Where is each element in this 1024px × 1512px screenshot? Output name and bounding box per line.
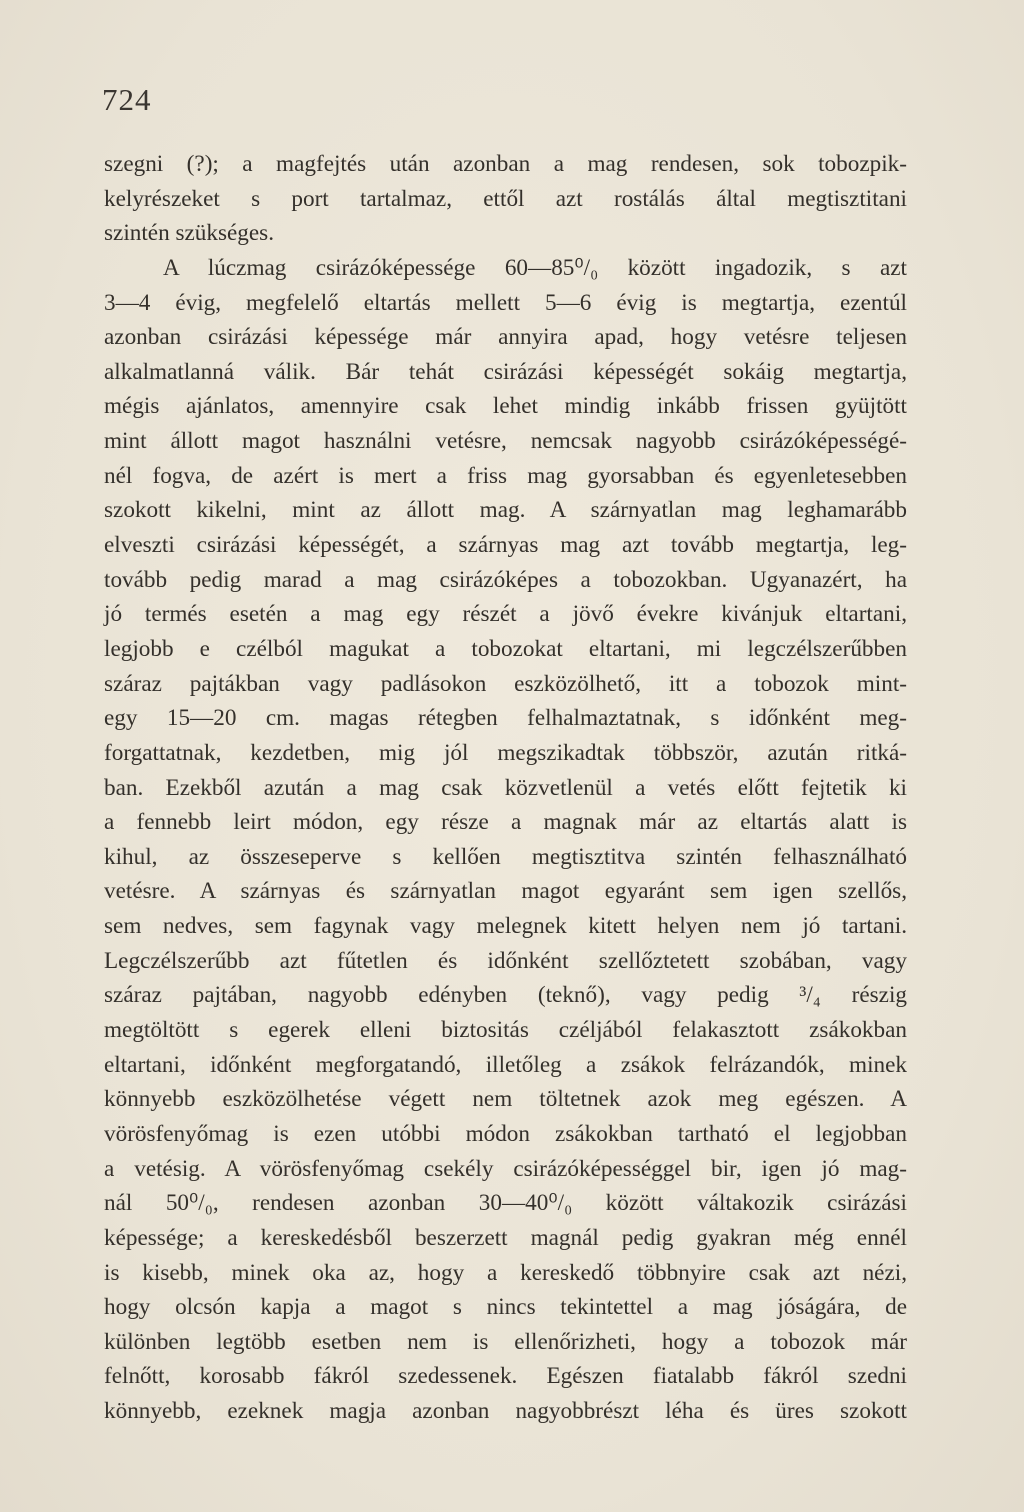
text-line: a fennebb leirt módon, egy része a magnak már az eltartás alatt is (104, 809, 907, 836)
text-line: nél fogva, de azért is mert a friss mag gyorsabban és egyenletesebben (104, 462, 907, 489)
text-line: mégis ajánlatos, amennyire csak lehet mindig inkább frissen gyüjtött (104, 393, 907, 420)
text-line: egy 15—20 cm. magas rétegben felhalmaztatnak, s időnként meg- (104, 705, 907, 732)
text-line: Legczélszerűbb azt fűtetlen és időnként szellőztetett szobában, vagy (104, 947, 907, 974)
text-line: könnyebb eszközölhetése végett nem töltetnek azok meg egészen. A (104, 1086, 907, 1113)
text-line: elveszti csirázási képességét, a szárnyas mag azt tovább megtartja, leg- (104, 532, 907, 559)
text-line: vetésre. A szárnyas és szárnyatlan magot egyaránt sem igen szellős, (104, 878, 907, 905)
text-line: hogy olcsón kapja a magot s nincs tekintettel a mag jóságára, de (104, 1294, 907, 1321)
text-line: szokott kikelni, mint az állott mag. A szárnyatlan mag leghamarább (104, 497, 907, 524)
text-line: képessége; a kereskedésből beszerzett magnál pedig gyakran még ennél (104, 1224, 907, 1251)
text-line: 3—4 évig, megfelelő eltartás mellett 5—6 évig is megtartja, ezentúl (104, 289, 907, 316)
text-line: száraz pajtában, nagyobb edényben (teknő), vagy pedig ³/₄ részig (104, 982, 907, 1009)
text-line: vörösfenyőmag is ezen utóbbi módon zsákokban tartható el legjobban (104, 1120, 907, 1147)
text-line: nál 50⁰/₀, rendesen azonban 30—40⁰/₀ között váltakozik csirázási (104, 1190, 907, 1217)
page-number: 724 (102, 82, 152, 117)
text-line: kihul, az összeseperve s kellően megtisztitva szintén felhasználható (104, 843, 907, 870)
text-line: alkalmatlanná válik. Bár tehát csirázási képességét sokáig megtartja, (104, 358, 907, 385)
text-line: forgattatnak, kezdetben, mig jól megszikadtak többször, azután ritká- (104, 739, 907, 766)
text-line: szegni (?); a magfejtés után azonban a mag rendesen, sok tobozpik- (104, 151, 907, 177)
text-line: eltartani, időnként megforgatandó, illetőleg a zsákok felrázandók, minek (104, 1051, 907, 1078)
text-line: A lúczmag csirázóképessége 60—85⁰/₀ között ingadozik, s azt (163, 254, 907, 281)
text-line: a vetésig. A vörösfenyőmag csekély csirázóképességgel bir, igen jó mag- (104, 1155, 907, 1182)
text-line: mint állott magot használni vetésre, nemcsak nagyobb csirázóképességé- (104, 428, 907, 455)
text-line: könnyebb, ezeknek magja azonban nagyobbrészt léha és üres szokott (104, 1398, 907, 1425)
text-line: felnőtt, korosabb fákról szedessenek. Egészen fiatalabb fákról szedni (104, 1363, 907, 1390)
text-line: különben legtöbb esetben nem is ellenőrizheti, hogy a tobozok már (104, 1328, 907, 1355)
text-line: sem nedves, sem fagynak vagy melegnek kitett helyen nem jó tartani. (104, 913, 907, 940)
body-text (104, 147, 907, 1429)
text-line: jó termés esetén a mag egy részét a jövő évekre kivánjuk eltartani, (104, 601, 907, 628)
text-line: is kisebb, minek oka az, hogy a kereskedő többnyire csak azt nézi, (104, 1259, 907, 1286)
text-line: kelyrészeket s port tartalmaz, ettől azt rostálás által megtisztitani (104, 185, 907, 212)
text-line: legjobb e czélból magukat a tobozokat eltartani, mi legczélszerűbben (104, 635, 907, 662)
text-line: tovább pedig marad a mag csirázóképes a tobozokban. Ugyanazért, ha (104, 566, 907, 593)
text-line: szintén szükséges. (104, 220, 275, 247)
text-line: ban. Ezekből azután a mag csak közvetlenül a vetés előtt fejtetik ki (104, 774, 907, 801)
text-line: azonban csirázási képessége már annyira apad, hogy vetésre teljesen (104, 324, 907, 351)
text-line: száraz pajtákban vagy padlásokon eszközölhető, itt a tobozok mint- (104, 670, 907, 697)
text-line: megtöltött s egerek elleni biztositás czéljából felakasztott zsákokban (104, 1017, 907, 1044)
